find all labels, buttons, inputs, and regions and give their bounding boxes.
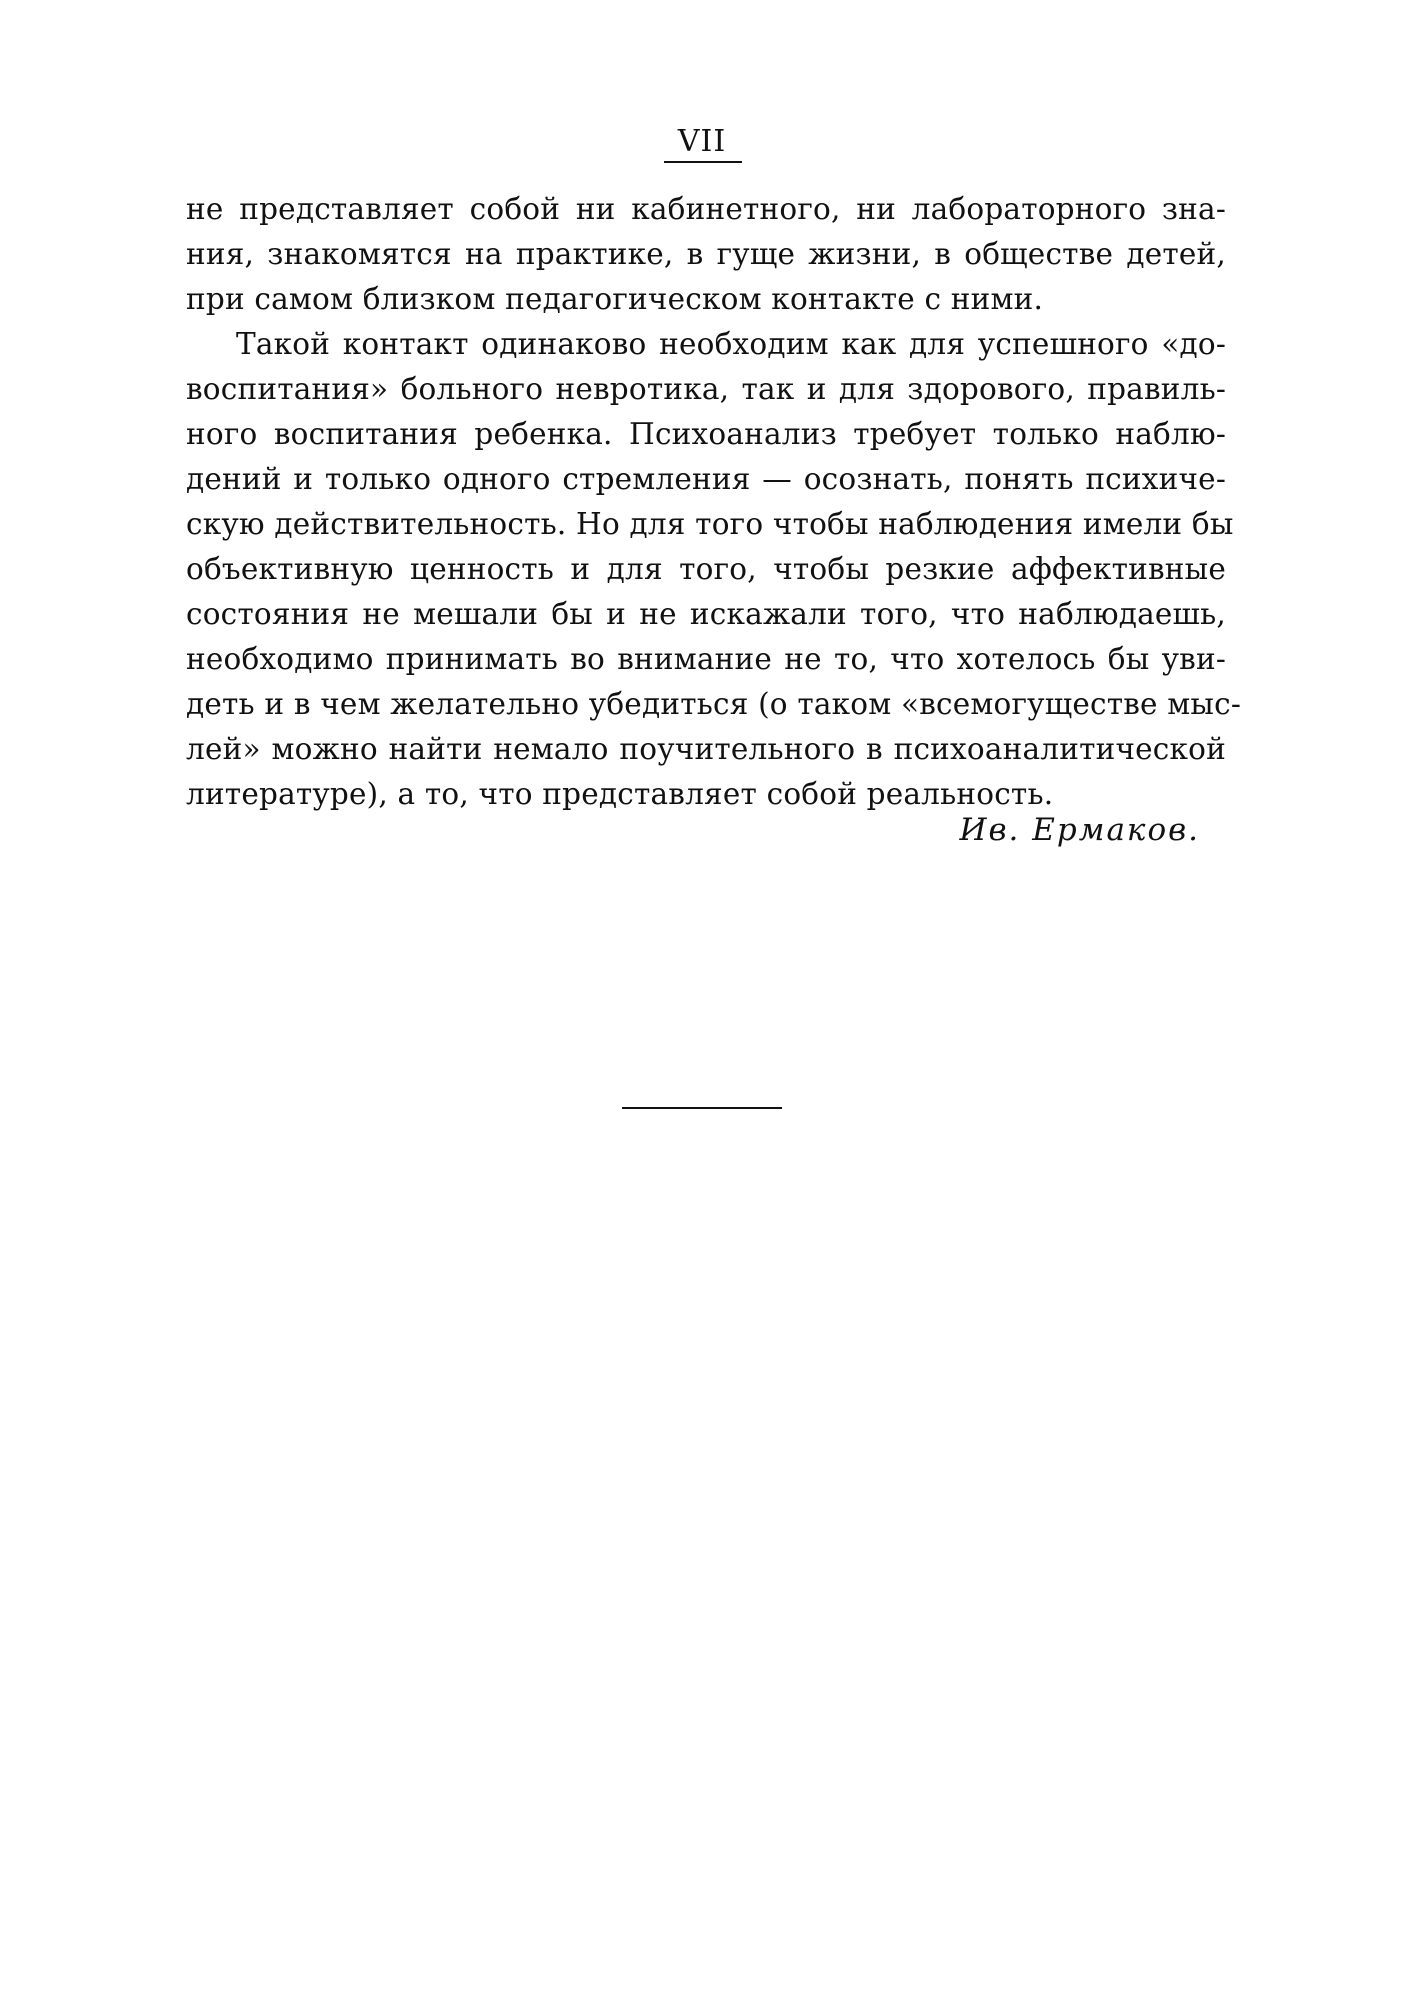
page-number-underline bbox=[664, 161, 742, 163]
page-number: VII bbox=[677, 124, 727, 159]
text-line: необходимо принимать во внимание не то, что хотелось бы уви- bbox=[186, 642, 1226, 676]
text-line: ния, знакомятся на практике, в гуще жизни, в обществе детей, bbox=[186, 237, 1226, 271]
text-line: объективную ценность и для того, чтобы резкие аффективные bbox=[186, 552, 1226, 586]
text-line: воспитания» больного невротика, так и для здорового, правиль- bbox=[186, 372, 1226, 406]
text-line: деть и в чем желательно убедиться (о таком «всемогуществе мыс- bbox=[186, 687, 1241, 721]
text-line: скую действительность. Но для того чтобы наблюдения имели бы bbox=[186, 507, 1234, 541]
text-line: литературе), а то, что представляет собой реальность. bbox=[186, 777, 1054, 811]
text-line: Такой контакт одинаково необходим как для успешного «до- bbox=[236, 327, 1226, 361]
text-line: ного воспитания ребенка. Психоанализ требует только наблю- bbox=[186, 417, 1226, 451]
text-line: дений и только одного стремления — осознать, понять психиче- bbox=[186, 462, 1226, 496]
section-end-rule bbox=[622, 1107, 782, 1109]
text-line: при самом близком педагогическом контакте с ними. bbox=[186, 282, 1044, 316]
text-line: состояния не мешали бы и не искажали того, что наблюдаешь, bbox=[186, 597, 1226, 631]
text-line: не представляет собой ни кабинетного, ни лабораторного зна- bbox=[186, 192, 1226, 226]
paragraph-2 bbox=[186, 322, 1241, 817]
paragraph-1 bbox=[186, 187, 1226, 322]
text-line: лей» можно найти немало поучительного в психоаналитической bbox=[186, 732, 1226, 766]
author-signature: Ив. Ермаков. bbox=[959, 812, 1200, 848]
body-text bbox=[186, 187, 1241, 817]
